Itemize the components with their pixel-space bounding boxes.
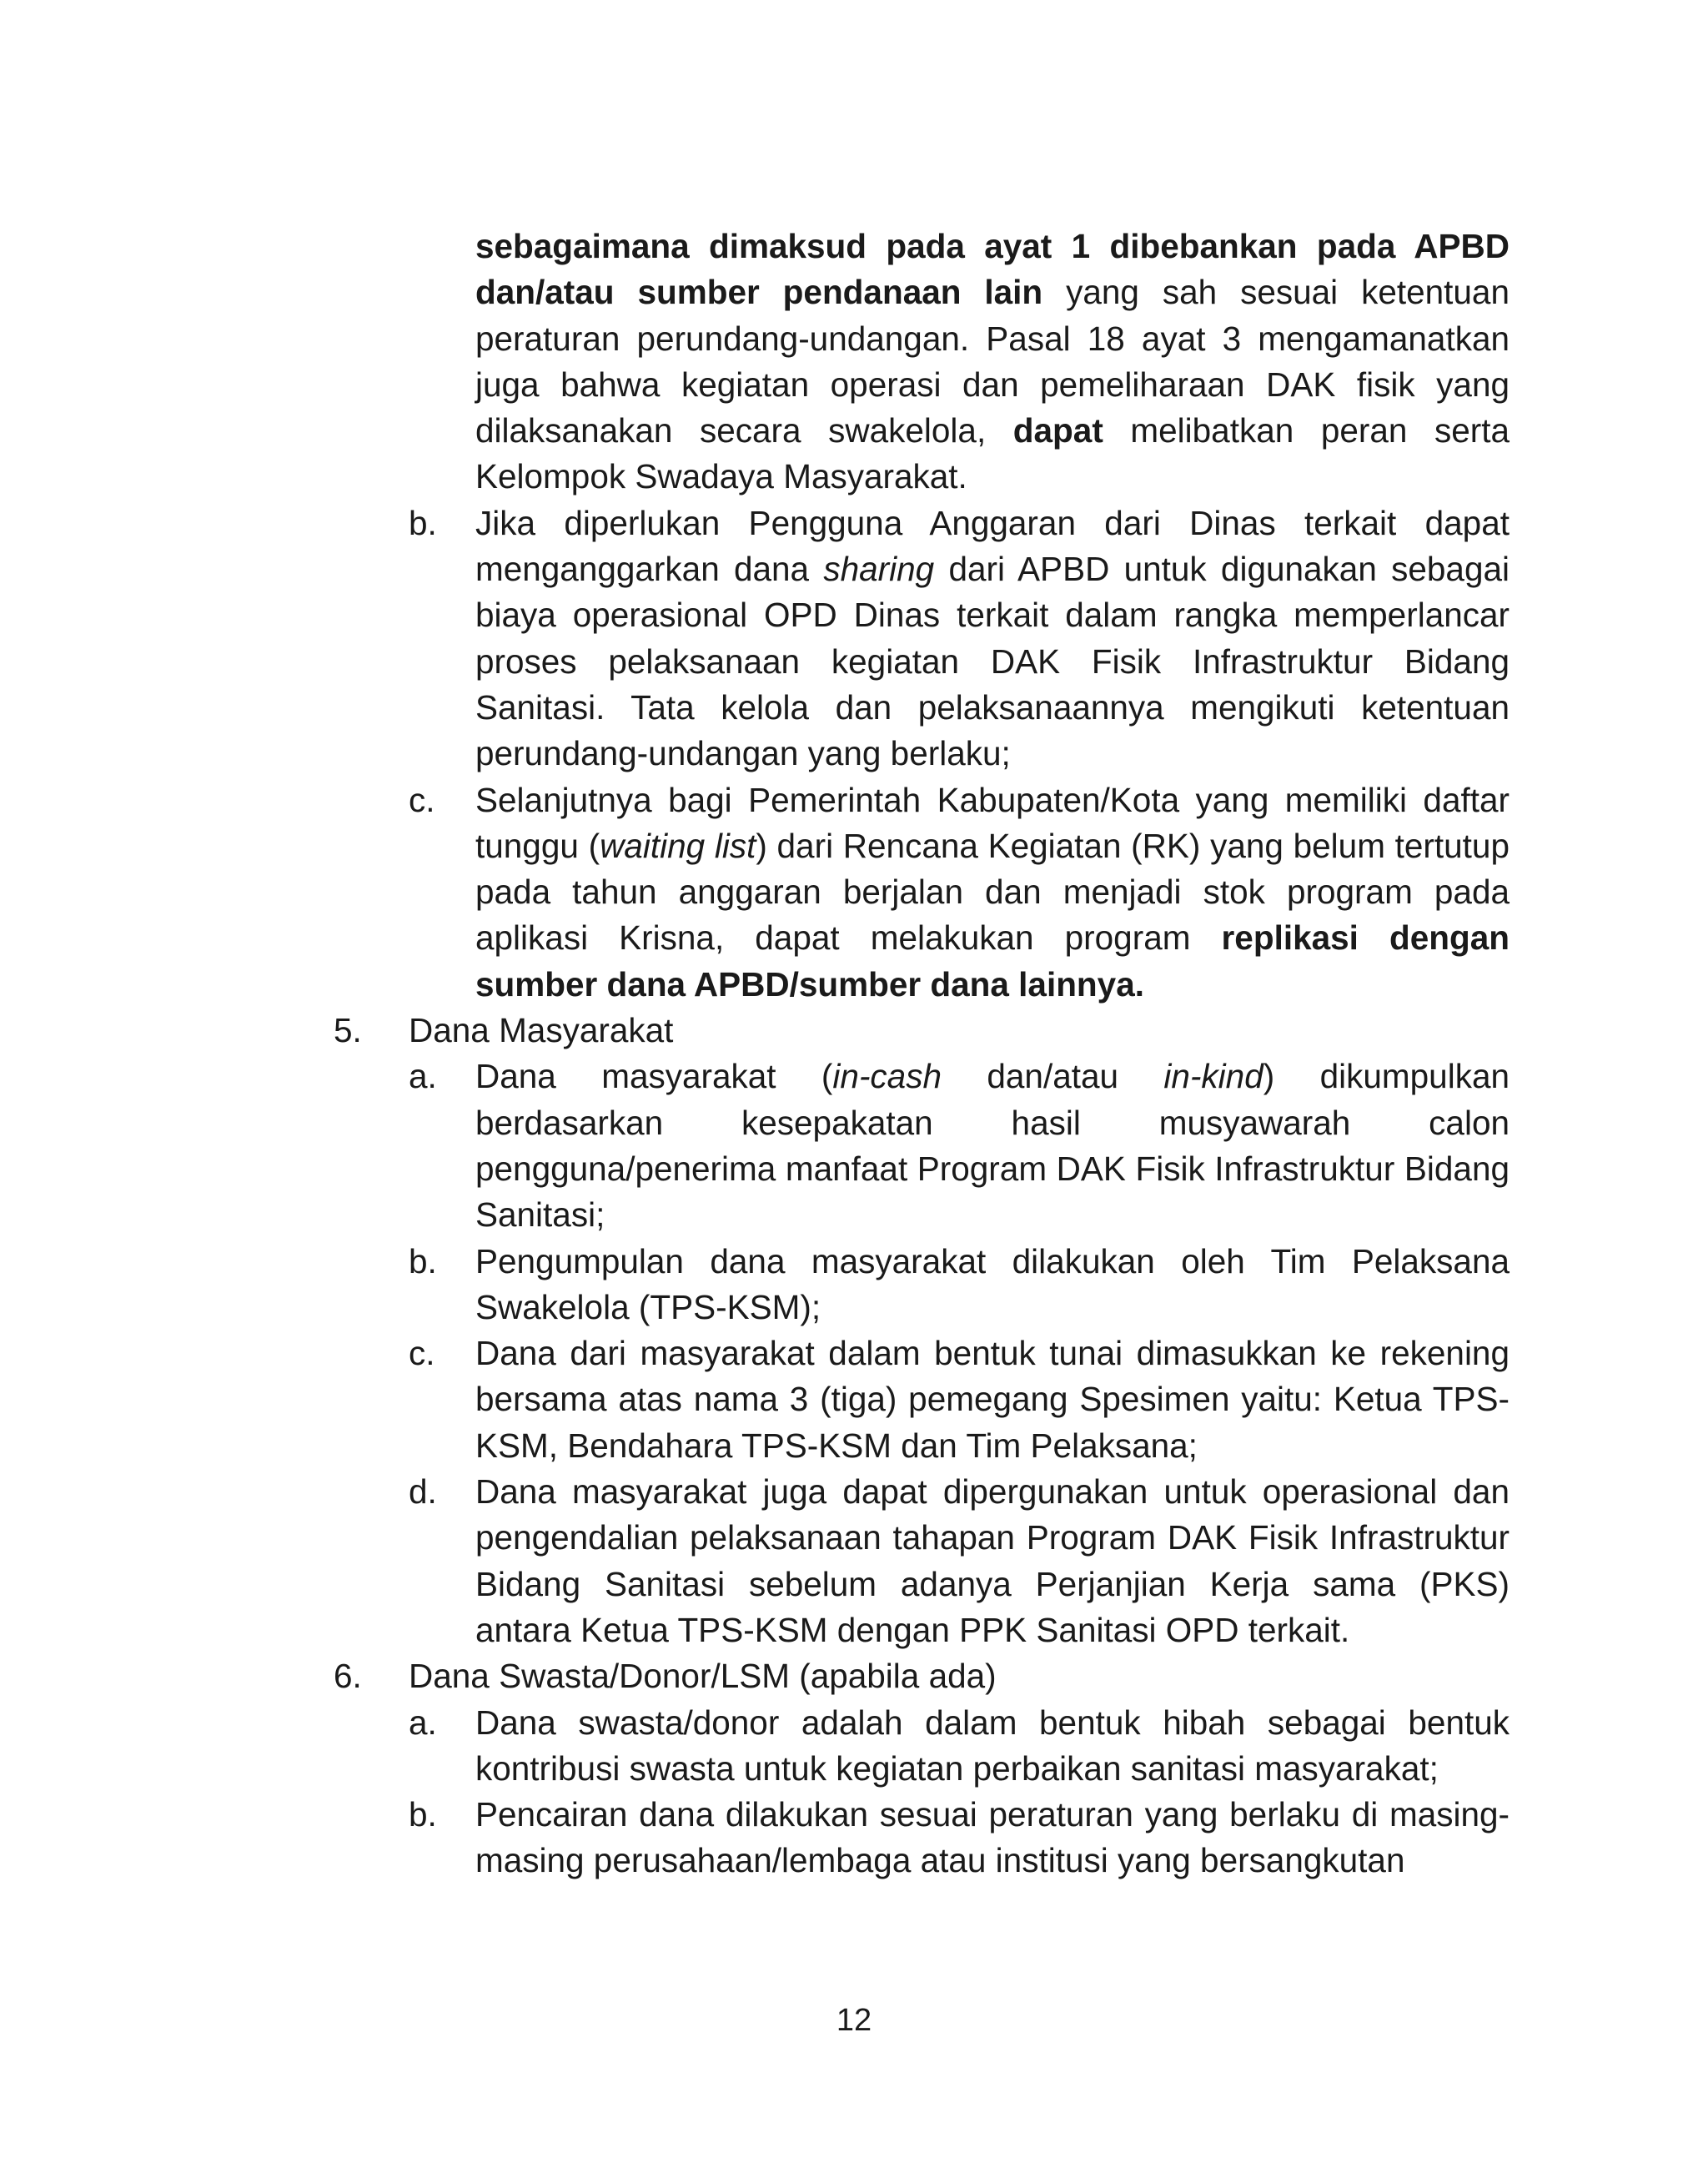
text-run: Dana masyarakat juga dapat dipergunakan untuk operasional dan pengendalian pelaksanaan tahapan Program DAK Fisik Infrastruktur Bidang Sanitasi sebelum adanya Perjanjian Kerja sama (PKS) antara Ketua TPS-KSM dengan PPK Sanitasi OPD terkait. [475, 1472, 1510, 1649]
text-run: Pencairan dana dilakukan sesuai peraturan yang berlaku di masing-masing perusahaan/lembaga atau institusi yang bersangkutan [475, 1795, 1510, 1880]
lettered-item [334, 1054, 1510, 1238]
text-run: Dana swasta/donor adalah dalam bentuk hibah sebagai bentuk kontribusi swasta untuk kegiatan perbaikan sanitasi masyarakat; [475, 1703, 1510, 1788]
bold-text: sebagaimana dimaksud pada ayat 1 dibebankan pada APBD dan/atau sumber pendanaan lain [475, 227, 1510, 312]
lettered-item [334, 1469, 1510, 1653]
list-marker: b. [409, 1795, 437, 1834]
text-run: Dana Masyarakat [409, 1011, 674, 1050]
italic-text: in-cash [832, 1057, 942, 1096]
text-run: ) dikumpulkan berdasarkan kesepakatan hasil musyawarah calon pengguna/penerima manfaat Program DAK Fisik Infrastruktur Bidang Sanitasi; [475, 1057, 1510, 1235]
list-item-text [409, 1657, 997, 1695]
text-run: dan/atau [941, 1057, 1164, 1096]
italic-text: waiting list [600, 826, 756, 865]
list-item-text [475, 1334, 1510, 1465]
text-run: Dana masyarakat ( [475, 1057, 833, 1096]
list-item-text [475, 1795, 1510, 1879]
list-item-text [475, 1703, 1510, 1788]
bold-text: dapat [1012, 411, 1103, 450]
list-marker: a. [409, 1703, 437, 1742]
list-item-text [475, 504, 1510, 772]
text-run: Dana dari masyarakat dalam bentuk tunai dimasukkan ke rekening bersama atas nama 3 (tiga) pemegang Spesimen yaitu: Ketua TPS-KSM, Bendahara TPS-KSM dan Tim Pelaksana; [475, 1334, 1510, 1465]
list-marker: 5. [334, 1011, 362, 1050]
italic-text: in-kind [1163, 1057, 1263, 1096]
list-item-text [475, 1472, 1510, 1649]
text-run: Selanjutnya bagi Pemerintah Kabupaten/Kota yang memiliki daftar tunggu ( [475, 780, 1510, 865]
list-marker: d. [409, 1472, 437, 1512]
list-item-text [475, 1057, 1510, 1234]
page-number: 12 [836, 2003, 872, 2038]
bold-text: replikasi dengan sumber dana APBD/sumber dana lainnya. [475, 918, 1510, 1004]
list-item-text [475, 1242, 1510, 1326]
lettered-item [334, 1792, 1510, 1884]
text-run: Jika diperlukan Pengguna Anggaran dari Dinas terkait dapat menganggarkan dana [475, 503, 1510, 589]
list-marker: c. [409, 780, 435, 819]
list-marker: b. [409, 503, 437, 542]
lettered-item [334, 1239, 1510, 1331]
continued-paragraph [475, 224, 1510, 501]
page-body [334, 224, 1510, 1884]
lettered-item [334, 1700, 1510, 1793]
lettered-item [334, 501, 1510, 777]
text-run: Pengumpulan dana masyarakat dilakukan oleh Tim Pelaksana Swakelola (TPS-KSM); [475, 1241, 1510, 1326]
numbered-item [334, 1008, 1510, 1054]
lettered-item [334, 777, 1510, 1008]
list-marker: b. [409, 1241, 437, 1280]
text-run: melibatkan peran serta Kelompok Swadaya Masyarakat. [475, 411, 1510, 496]
list-marker: 6. [334, 1657, 362, 1696]
numbered-item [334, 1653, 1510, 1699]
text-run: Dana Swasta/Donor/LSM (apabila ada) [409, 1657, 997, 1696]
text-run: dari APBD untuk digunakan sebagai biaya operasional OPD Dinas terkait dalam rangka memperlancar proses pelaksanaan kegiatan DAK Fisik Infrastruktur Bidang Sanitasi. Tata kelola dan pelaksanaannya mengikuti ketentuan perundang-undangan yang berlaku; [475, 550, 1510, 773]
list-marker: a. [409, 1057, 437, 1096]
list-marker: c. [409, 1334, 435, 1373]
list-item-text [475, 781, 1510, 1004]
text-run: ) dari Rencana Kegiatan (RK) yang belum tertutup pada tahun anggaran berjalan dan menjadi stok program pada aplikasi Krisna, dapat melakukan program [475, 826, 1510, 958]
italic-text: sharing [823, 550, 935, 589]
list-item-text [409, 1011, 673, 1049]
text-run: yang sah sesuai ketentuan peraturan perundang-undangan. Pasal 18 ayat 3 mengamanatkan juga bahwa kegiatan operasi dan pemeliharaan DAK fisik yang dilaksanakan secara swakelola, [475, 273, 1510, 450]
lettered-item [334, 1331, 1510, 1469]
item-list [334, 501, 1510, 1884]
